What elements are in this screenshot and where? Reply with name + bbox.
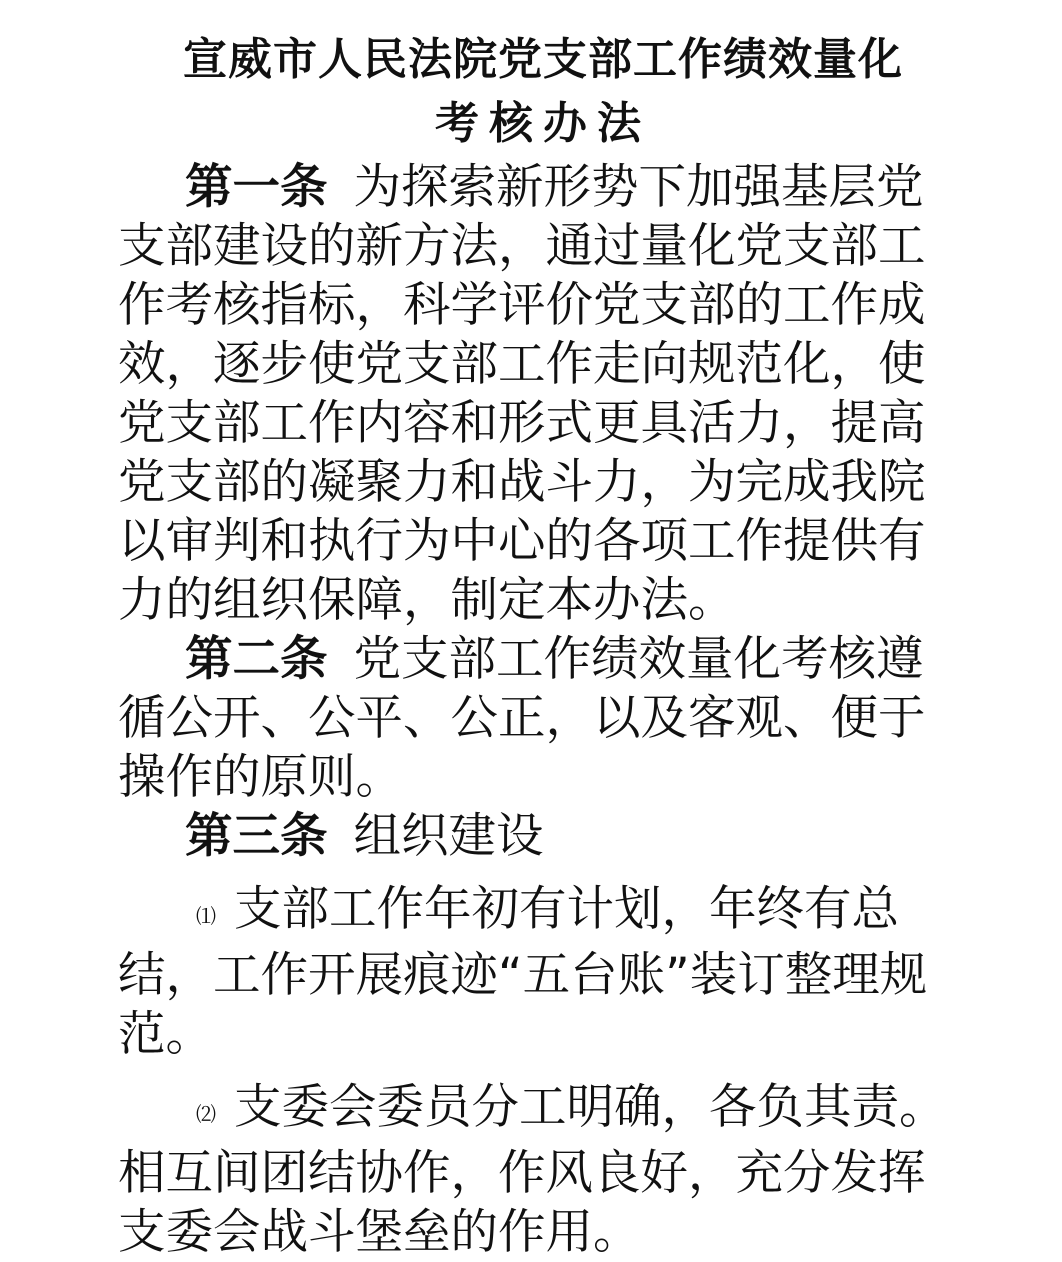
document-page	[118, 28, 968, 1262]
document-subtitle: 考核办法	[435, 98, 651, 149]
article-1-heading: 第一条	[185, 160, 328, 215]
item-number: ⑵	[196, 1102, 216, 1126]
item-number: ⑴	[196, 904, 216, 928]
article-2-heading: 第二条	[185, 632, 328, 687]
list-item	[118, 880, 968, 1064]
document-title: 宣威市人民法院党支部工作绩效量化	[183, 34, 903, 85]
article-1-body: 为探索新形势下加强基层党支部建设的新方法，通过量化党支部工作考核指标，科学评价党支部的工作成效，逐步使党支部工作走向规范化，使党支部工作内容和形式更具活力，提高党支部的凝聚力和战斗力，为完成我院以审判和执行为中心的各项工作提供有力的组织保障，制定本办法。	[118, 160, 926, 628]
list-item	[118, 1078, 968, 1262]
item-text: 支委会委员分工明确，各负其责。相互间团结协作，作风良好，充分发挥支委会战斗堡垒的作用。	[118, 1080, 947, 1260]
item-text: 支部工作年初有计划，年终有总结，工作开展痕迹“五台账”装订整理规范。	[118, 882, 928, 1062]
article-3-body: 组织建设	[353, 809, 544, 864]
article-1	[118, 158, 968, 630]
article-3-heading: 第三条	[185, 809, 328, 864]
article-2	[118, 630, 968, 807]
article-2-body: 党支部工作绩效量化考核遵循公开、公平、公正，以及客观、便于操作的原则。	[118, 632, 926, 805]
article-3	[118, 807, 968, 866]
